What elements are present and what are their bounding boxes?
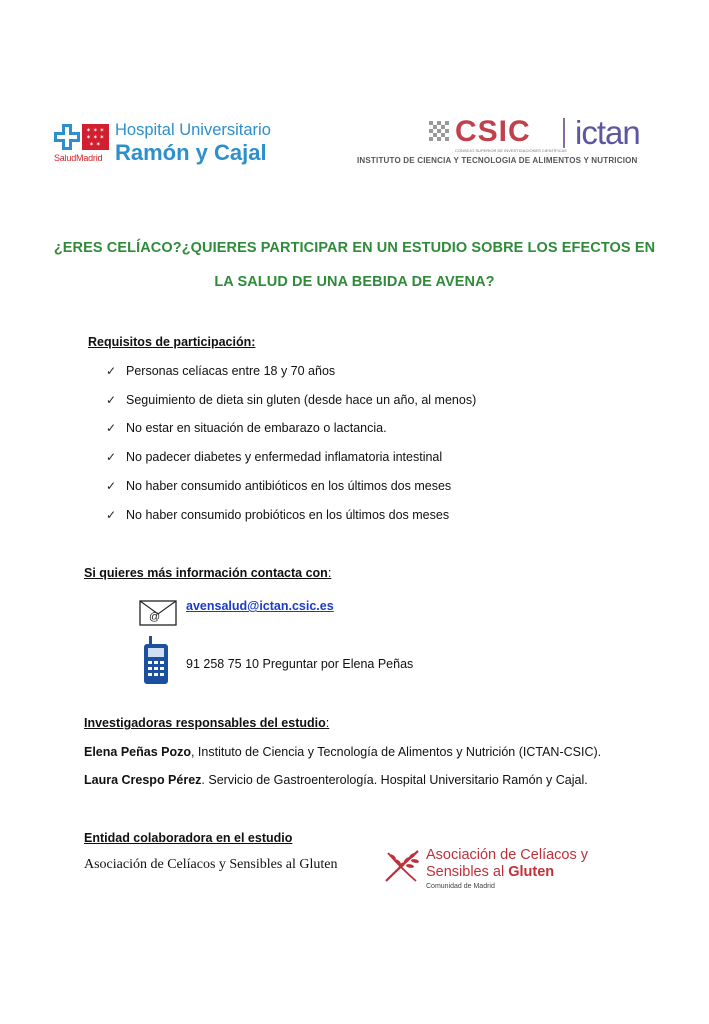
requirement-item: ✓ No haber consumido antibióticos en los últimos dos meses — [106, 479, 452, 493]
svg-text:@: @ — [149, 611, 161, 623]
checkmark-icon: ✓ — [106, 508, 117, 522]
requirement-item: ✓ Seguimiento de dieta sin gluten (desde hace un año, al menos) — [106, 393, 477, 407]
checkmark-icon: ✓ — [106, 479, 117, 493]
requirement-item: ✓ No estar en situación de embarazo o lactancia. — [106, 421, 387, 435]
contact-phone — [186, 657, 413, 671]
csic-wordmark: CSIC — [455, 115, 531, 148]
acs-logo-line2: Sensibles al Gluten — [426, 864, 555, 880]
hospital-cross-icon — [54, 124, 80, 150]
researcher-item: Laura Crespo Pérez. Servicio de Gastroenterología. Hospital Universitario Ramón y Cajal. — [84, 773, 588, 787]
contact-email-link[interactable]: avensalud@ictan.csic.es — [186, 599, 334, 613]
hospital-logo — [54, 118, 299, 168]
csic-emblem-icon — [428, 120, 450, 142]
hospital-name-line1: Hospital Universitario — [115, 121, 271, 139]
checkmark-icon: ✓ — [106, 450, 117, 464]
collaborator-heading: Entidad colaboradora en el estudio — [84, 831, 293, 845]
hospital-name-line2: Ramón y Cajal — [115, 140, 267, 165]
wheat-icon — [382, 847, 424, 887]
requirement-item: ✓ Personas celíacas entre 18 y 70 años — [106, 364, 336, 378]
checkmark-icon: ✓ — [106, 393, 117, 407]
contact-heading: Si quieres más información contacta con: — [84, 566, 332, 580]
madrid-flag-icon: ✶ ✶ ✶ ✶ ✶ ✶ ✶ ✶ — [82, 124, 109, 150]
collaborator-name: Asociación de Celíacos y Sensibles al Gluten — [84, 857, 338, 872]
institute-name: INSTITUTO DE CIENCIA Y TECNOLOGIA DE ALIMENTOS Y NUTRICION — [357, 156, 638, 165]
csic-subtitle: CONSEJO SUPERIOR DE INVESTIGACIONES CIENTÍFICAS — [455, 148, 567, 153]
acs-logo-line1: Asociación de Celíacos y — [426, 847, 588, 863]
phone-note: Preguntar por Elena Peñas — [262, 657, 414, 671]
researchers-heading: Investigadoras responsables del estudio: — [84, 716, 330, 730]
acs-logo — [382, 842, 612, 894]
phone-icon — [142, 636, 170, 686]
acs-logo-line3: Comunidad de Madrid — [426, 883, 495, 890]
phone-number: 91 258 75 10 — [186, 657, 259, 671]
email-icon — [139, 600, 177, 626]
csic-ictan-logo — [355, 114, 675, 170]
saludmadrid-label: SaludMadrid — [54, 153, 103, 163]
checkmark-icon: ✓ — [106, 364, 117, 378]
requirement-item: ✓ No padecer diabetes y enfermedad inflamatoria intestinal — [106, 450, 443, 464]
ictan-wordmark: ictan — [575, 114, 640, 151]
ictan-divider — [563, 118, 565, 148]
title-line-1: ¿ERES CELÍACO?¿QUIERES PARTICIPAR EN UN ESTUDIO SOBRE LOS EFECTOS EN — [53, 240, 656, 256]
requirements-heading: Requisitos de participación: — [88, 335, 256, 349]
researcher-item: Elena Peñas Pozo, Instituto de Ciencia y Tecnología de Alimentos y Nutrición (ICTAN-CSIC). — [84, 745, 602, 759]
checkmark-icon: ✓ — [106, 421, 117, 435]
requirement-item: ✓ No haber consumido probióticos en los últimos dos meses — [106, 508, 450, 522]
title-line-2: LA SALUD DE UNA BEBIDA DE AVENA? — [214, 274, 495, 290]
